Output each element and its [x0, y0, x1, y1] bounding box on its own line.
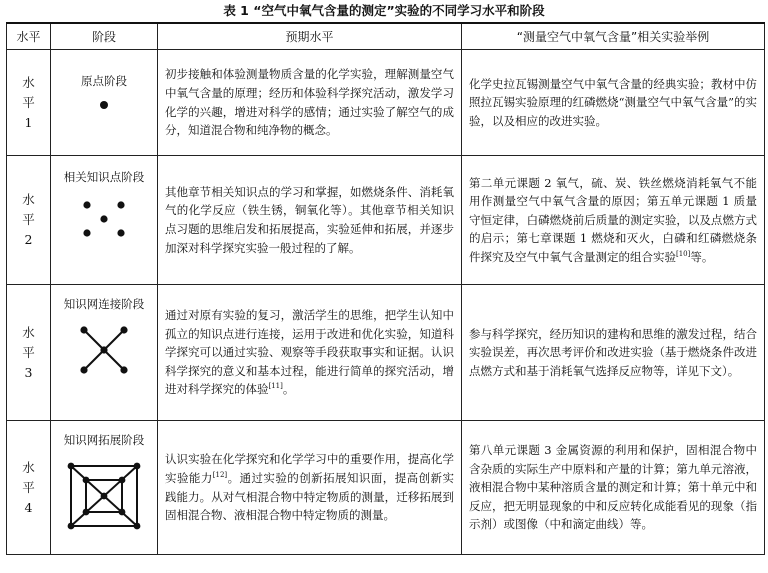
example-text: 第二单元课题 2 氧气，硫、炭、铁丝燃烧消耗氧气不能用作测量空气中氧气含量的原因；第五单元课题 1 质量守恒定律，白磷燃烧前后质量的测定实验，以及点燃方式的启示；第七章课题 1 燃烧和灭火，白磷和红磷燃烧条件探究及空气中氧气含量测定的组合实验 — [469, 175, 757, 264]
level-number: 1 — [24, 114, 33, 130]
example-cell — [462, 156, 765, 285]
level-cell — [7, 421, 51, 555]
header-level: 水平 — [7, 23, 51, 50]
connected-network-icon — [69, 314, 139, 384]
header-expected: 预期水平 — [158, 23, 462, 50]
stage-cell — [51, 421, 158, 555]
table-row — [7, 421, 765, 555]
example-cell: 化学史拉瓦锡测量空气中氧气含量的经典实验；教材中仿照拉瓦锡实验原理的红磷燃烧“测量空气中氧气含量”的实验，以及相应的改进实验。 — [462, 50, 765, 156]
level-char: 平 — [22, 94, 35, 110]
level-number: 4 — [24, 499, 33, 515]
example-cell: 第八单元课题 3 金属资源的利用和保护，固相混合物中含杂质的实际生产中原料和产量的计算；第九单元溶液，液相混合物中某种溶质含量的测定和计算；第十单元中和反应，把无明显现象的中和反应转化成能看见的现象（指示剂）或图像（中和滴定曲线）等。 — [462, 421, 765, 555]
stage-cell — [51, 285, 158, 421]
level-char: 水 — [22, 459, 35, 475]
expected-level-cell: 其他章节相关知识点的学习和掌握，如燃烧条件、消耗氧气的化学反应（铁生锈，铜氧化等）。其他章节相关知识点习题的思维启发和拓展提高，实验延伸和拓展，并逐步加深对科学探究实验一般过程的了解。 — [158, 156, 462, 285]
stage-name: 知识网拓展阶段 — [63, 433, 145, 447]
citation-ref: [12] — [212, 471, 228, 480]
table-row — [7, 156, 765, 285]
citation-ref: [11] — [268, 382, 283, 391]
expected-text-end: 。通过实验的创新拓展知识面，提高创新实践能力。从对气相混合物中特定物质的测量，迁移拓展到固相混合物、液相混合物中特定物质的测量。 — [165, 470, 455, 523]
header-examples: “测量空气中氧气含量”相关实验举例 — [462, 23, 765, 50]
expected-text-end: 。 — [282, 382, 295, 397]
level-char: 平 — [22, 344, 35, 360]
expected-level-cell — [158, 285, 462, 421]
stage-cell — [51, 156, 158, 285]
level-cell — [7, 285, 51, 421]
stage-cell — [51, 50, 158, 156]
level-cell — [7, 156, 51, 285]
level-char: 平 — [22, 479, 35, 495]
expected-level-cell — [158, 421, 462, 555]
table-row — [7, 50, 765, 156]
citation-ref: [10] — [676, 250, 691, 259]
level-char: 水 — [22, 324, 35, 340]
example-text-end: 等。 — [690, 249, 714, 264]
level-number: 2 — [24, 232, 33, 247]
level-cell — [7, 50, 51, 156]
level-char: 水 — [22, 192, 35, 207]
level-number: 3 — [24, 364, 33, 380]
scattered-points-icon — [69, 187, 139, 247]
table-header-row — [7, 23, 765, 50]
single-point-icon — [74, 91, 134, 131]
level-char: 平 — [22, 212, 35, 227]
stage-name: 原点阶段 — [81, 74, 127, 88]
expected-text: 通过对原有实验的复习，激活学生的思维，把学生认知中孤立的知识点进行连接，运用于改进和优化实验，知道科学探究可以通过实验、观察等手段获取事实和证据。认识科学探究的意义和基本过程，能进行简单的探究活动，增进对科学探究的体验 — [165, 308, 454, 397]
expanded-network-icon — [59, 450, 149, 540]
stage-name: 相关知识点阶段 — [63, 170, 145, 184]
header-stage: 阶段 — [51, 23, 158, 50]
stage-name: 知识网连接阶段 — [63, 297, 145, 311]
expected-level-cell: 初步接触和体验测量物质含量的化学实验，理解测量空气中氧气含量的原理；经历和体验科学探究活动，激发学习化学的兴趣，增进对科学的感情；通过实验了解空气的成分，知道混合物和纯净物的概念。 — [158, 50, 462, 156]
expected-text: 认识实验在化学探究和化学学习中的重要作用，提高化学实验能力 — [165, 452, 454, 485]
table-row — [7, 285, 765, 421]
level-char: 水 — [22, 74, 35, 90]
table-caption: 表 1 “空气中氧气含量的测定”实验的不同学习水平和阶段 — [223, 3, 545, 18]
example-cell: 参与科学探究，经历知识的建构和思维的激发过程，结合实验误差，再次思考评价和改进实验（基于燃烧条件改进点燃方式和基于消耗氧气选择反应物等，详见下文）。 — [462, 285, 765, 421]
learning-levels-table — [6, 22, 765, 555]
